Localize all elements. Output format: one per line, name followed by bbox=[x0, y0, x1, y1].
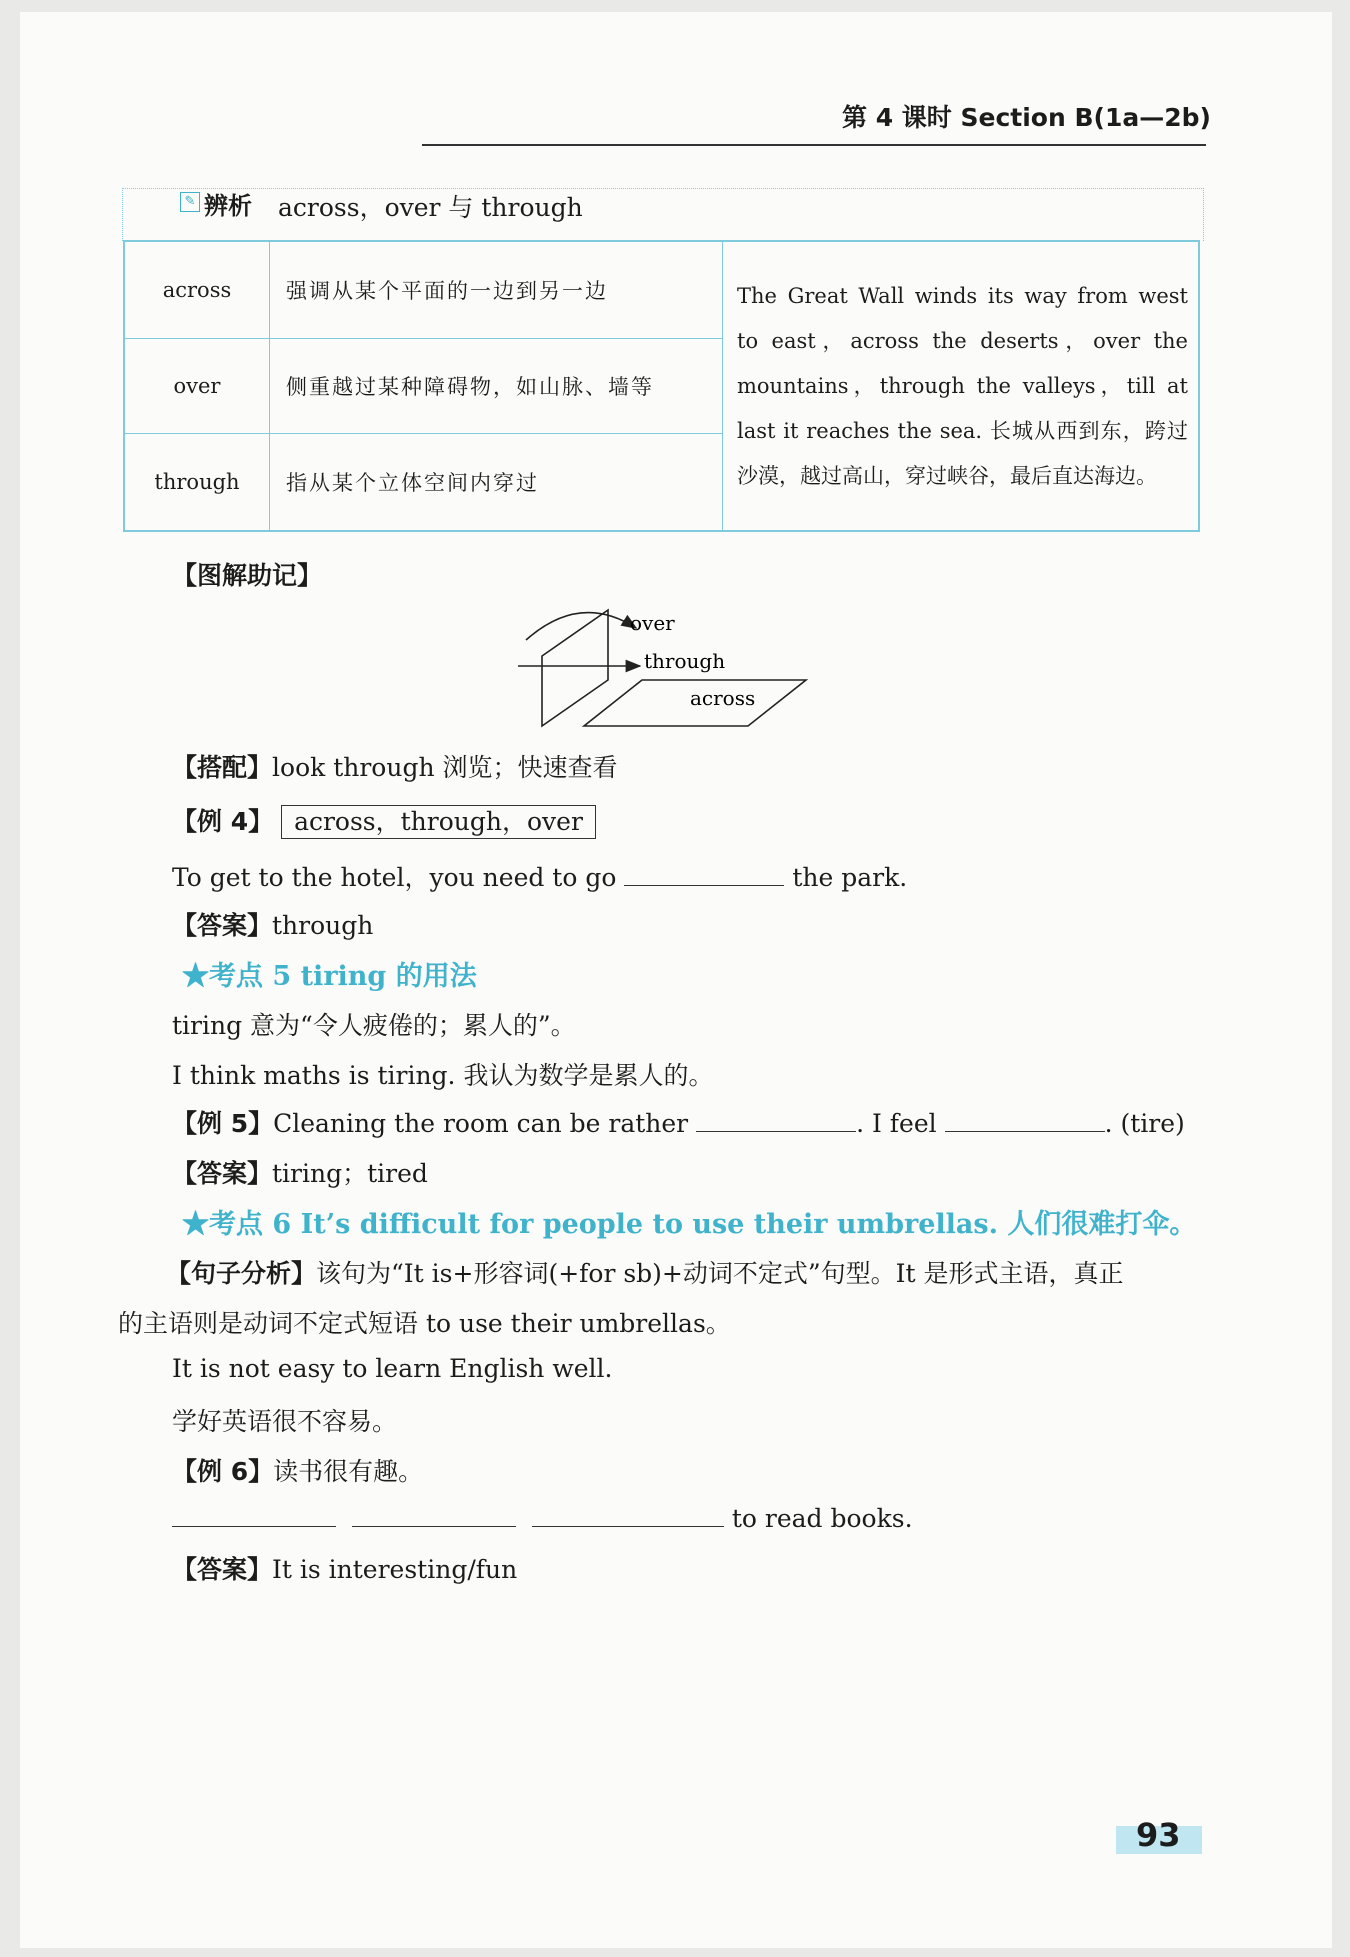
diagram-heading: 【图解助记】 bbox=[172, 561, 323, 590]
sentence-text: Cleaning the room can be rather bbox=[273, 1109, 689, 1138]
across-label: across bbox=[690, 686, 756, 710]
point6-sample-en: It is not easy to learn English well. bbox=[172, 1354, 613, 1383]
example5-label: 【例 5】 bbox=[172, 1109, 274, 1138]
bianxi-title: across，over 与 through bbox=[278, 193, 583, 222]
answer-label: 【答案】 bbox=[172, 1159, 273, 1188]
page-number: 93 bbox=[1136, 1816, 1181, 1854]
answer-blank[interactable] bbox=[945, 1105, 1105, 1132]
table-row bbox=[124, 241, 1199, 338]
example6-label: 【例 6】 bbox=[172, 1457, 274, 1486]
answer-label: 【答案】 bbox=[172, 1555, 273, 1584]
word-options-box: across，through，over bbox=[281, 805, 596, 839]
example5-answer bbox=[172, 1154, 428, 1190]
sentence-text: . (tire) bbox=[1104, 1109, 1185, 1138]
comparison-table bbox=[123, 240, 1200, 532]
point5-sample: I think maths is tiring. 我认为数学是累人的。 bbox=[172, 1061, 714, 1090]
example6 bbox=[172, 1452, 423, 1488]
answer-label: 【答案】 bbox=[172, 911, 273, 940]
answer-blank[interactable] bbox=[532, 1500, 724, 1527]
vertical-plane bbox=[542, 610, 608, 726]
example4-sentence bbox=[172, 858, 907, 894]
answer-blank[interactable] bbox=[696, 1105, 856, 1132]
answer-text: through bbox=[272, 911, 374, 940]
meaning-cell: 强调从某个平面的一边到另一边 bbox=[270, 241, 723, 338]
point6-analysis-line2: 的主语则是动词不定式短语 to use their umbrellas。 bbox=[118, 1309, 731, 1338]
answer-blank[interactable] bbox=[624, 859, 784, 886]
pencil-note-icon: ✎ bbox=[180, 192, 200, 212]
example4-answer bbox=[172, 906, 373, 942]
analysis-text: 该句为“It is+形容词(+for sb)+动词不定式”句型。It 是形式主语，真正 bbox=[316, 1259, 1124, 1288]
point6-heading: ★考点 6 It’s difficult for people to use their umbrellas. 人们很难打伞。 bbox=[182, 1209, 1197, 1240]
point5-definition: tiring 意为“令人疲倦的；累人的”。 bbox=[172, 1011, 576, 1040]
analysis-label: 【句子分析】 bbox=[166, 1259, 317, 1288]
collocation bbox=[172, 748, 618, 784]
point6-analysis-line1 bbox=[166, 1254, 1124, 1290]
example6-blanks bbox=[172, 1500, 913, 1533]
example4-options bbox=[172, 802, 596, 839]
through-label: through bbox=[644, 649, 726, 673]
sentence-text: To get to the hotel，you need to go bbox=[172, 863, 617, 892]
word-cell: over bbox=[124, 338, 270, 434]
sentence-text: to read books. bbox=[731, 1504, 913, 1533]
example-cell: The Great Wall winds its way from west to east，across the deserts，over the mountains，through the valleys，till at last it reaches the sea. 长城从西到东，跨过沙漠，越过高山，穿过峡谷，最后直达海边。 bbox=[723, 241, 1200, 531]
word-cell: through bbox=[124, 434, 270, 531]
answer-blank[interactable] bbox=[352, 1500, 516, 1527]
sentence-text: the park. bbox=[792, 863, 908, 892]
answer-blank[interactable] bbox=[172, 1500, 336, 1527]
example4-label: 【例 4】 bbox=[172, 807, 274, 836]
point5-heading: ★考点 5 tiring 的用法 bbox=[182, 961, 477, 992]
collocation-text: look through 浏览；快速查看 bbox=[272, 753, 618, 782]
header-rule bbox=[422, 144, 1206, 146]
bianxi-label: 辨析 bbox=[204, 192, 252, 220]
over-label: over bbox=[630, 611, 675, 635]
answer-text: It is interesting/fun bbox=[272, 1555, 518, 1584]
across-over-through-diagram bbox=[500, 600, 820, 740]
meaning-cell: 指从某个立体空间内穿过 bbox=[270, 434, 723, 531]
sentence-text: . I feel bbox=[856, 1109, 937, 1138]
answer-text: tiring；tired bbox=[272, 1159, 428, 1188]
word-cell: across bbox=[124, 241, 270, 338]
point6-sample-cn: 学好英语很不容易。 bbox=[172, 1407, 398, 1436]
example5 bbox=[172, 1104, 1185, 1140]
meaning-cell: 侧重越过某种障碍物，如山脉、墙等 bbox=[270, 338, 723, 434]
collocation-label: 【搭配】 bbox=[172, 753, 273, 782]
page-header: 第 4 课时 Section B(1a—2b) bbox=[842, 103, 1211, 132]
example6-answer bbox=[172, 1550, 517, 1586]
sentence-text: 读书很有趣。 bbox=[273, 1457, 424, 1486]
